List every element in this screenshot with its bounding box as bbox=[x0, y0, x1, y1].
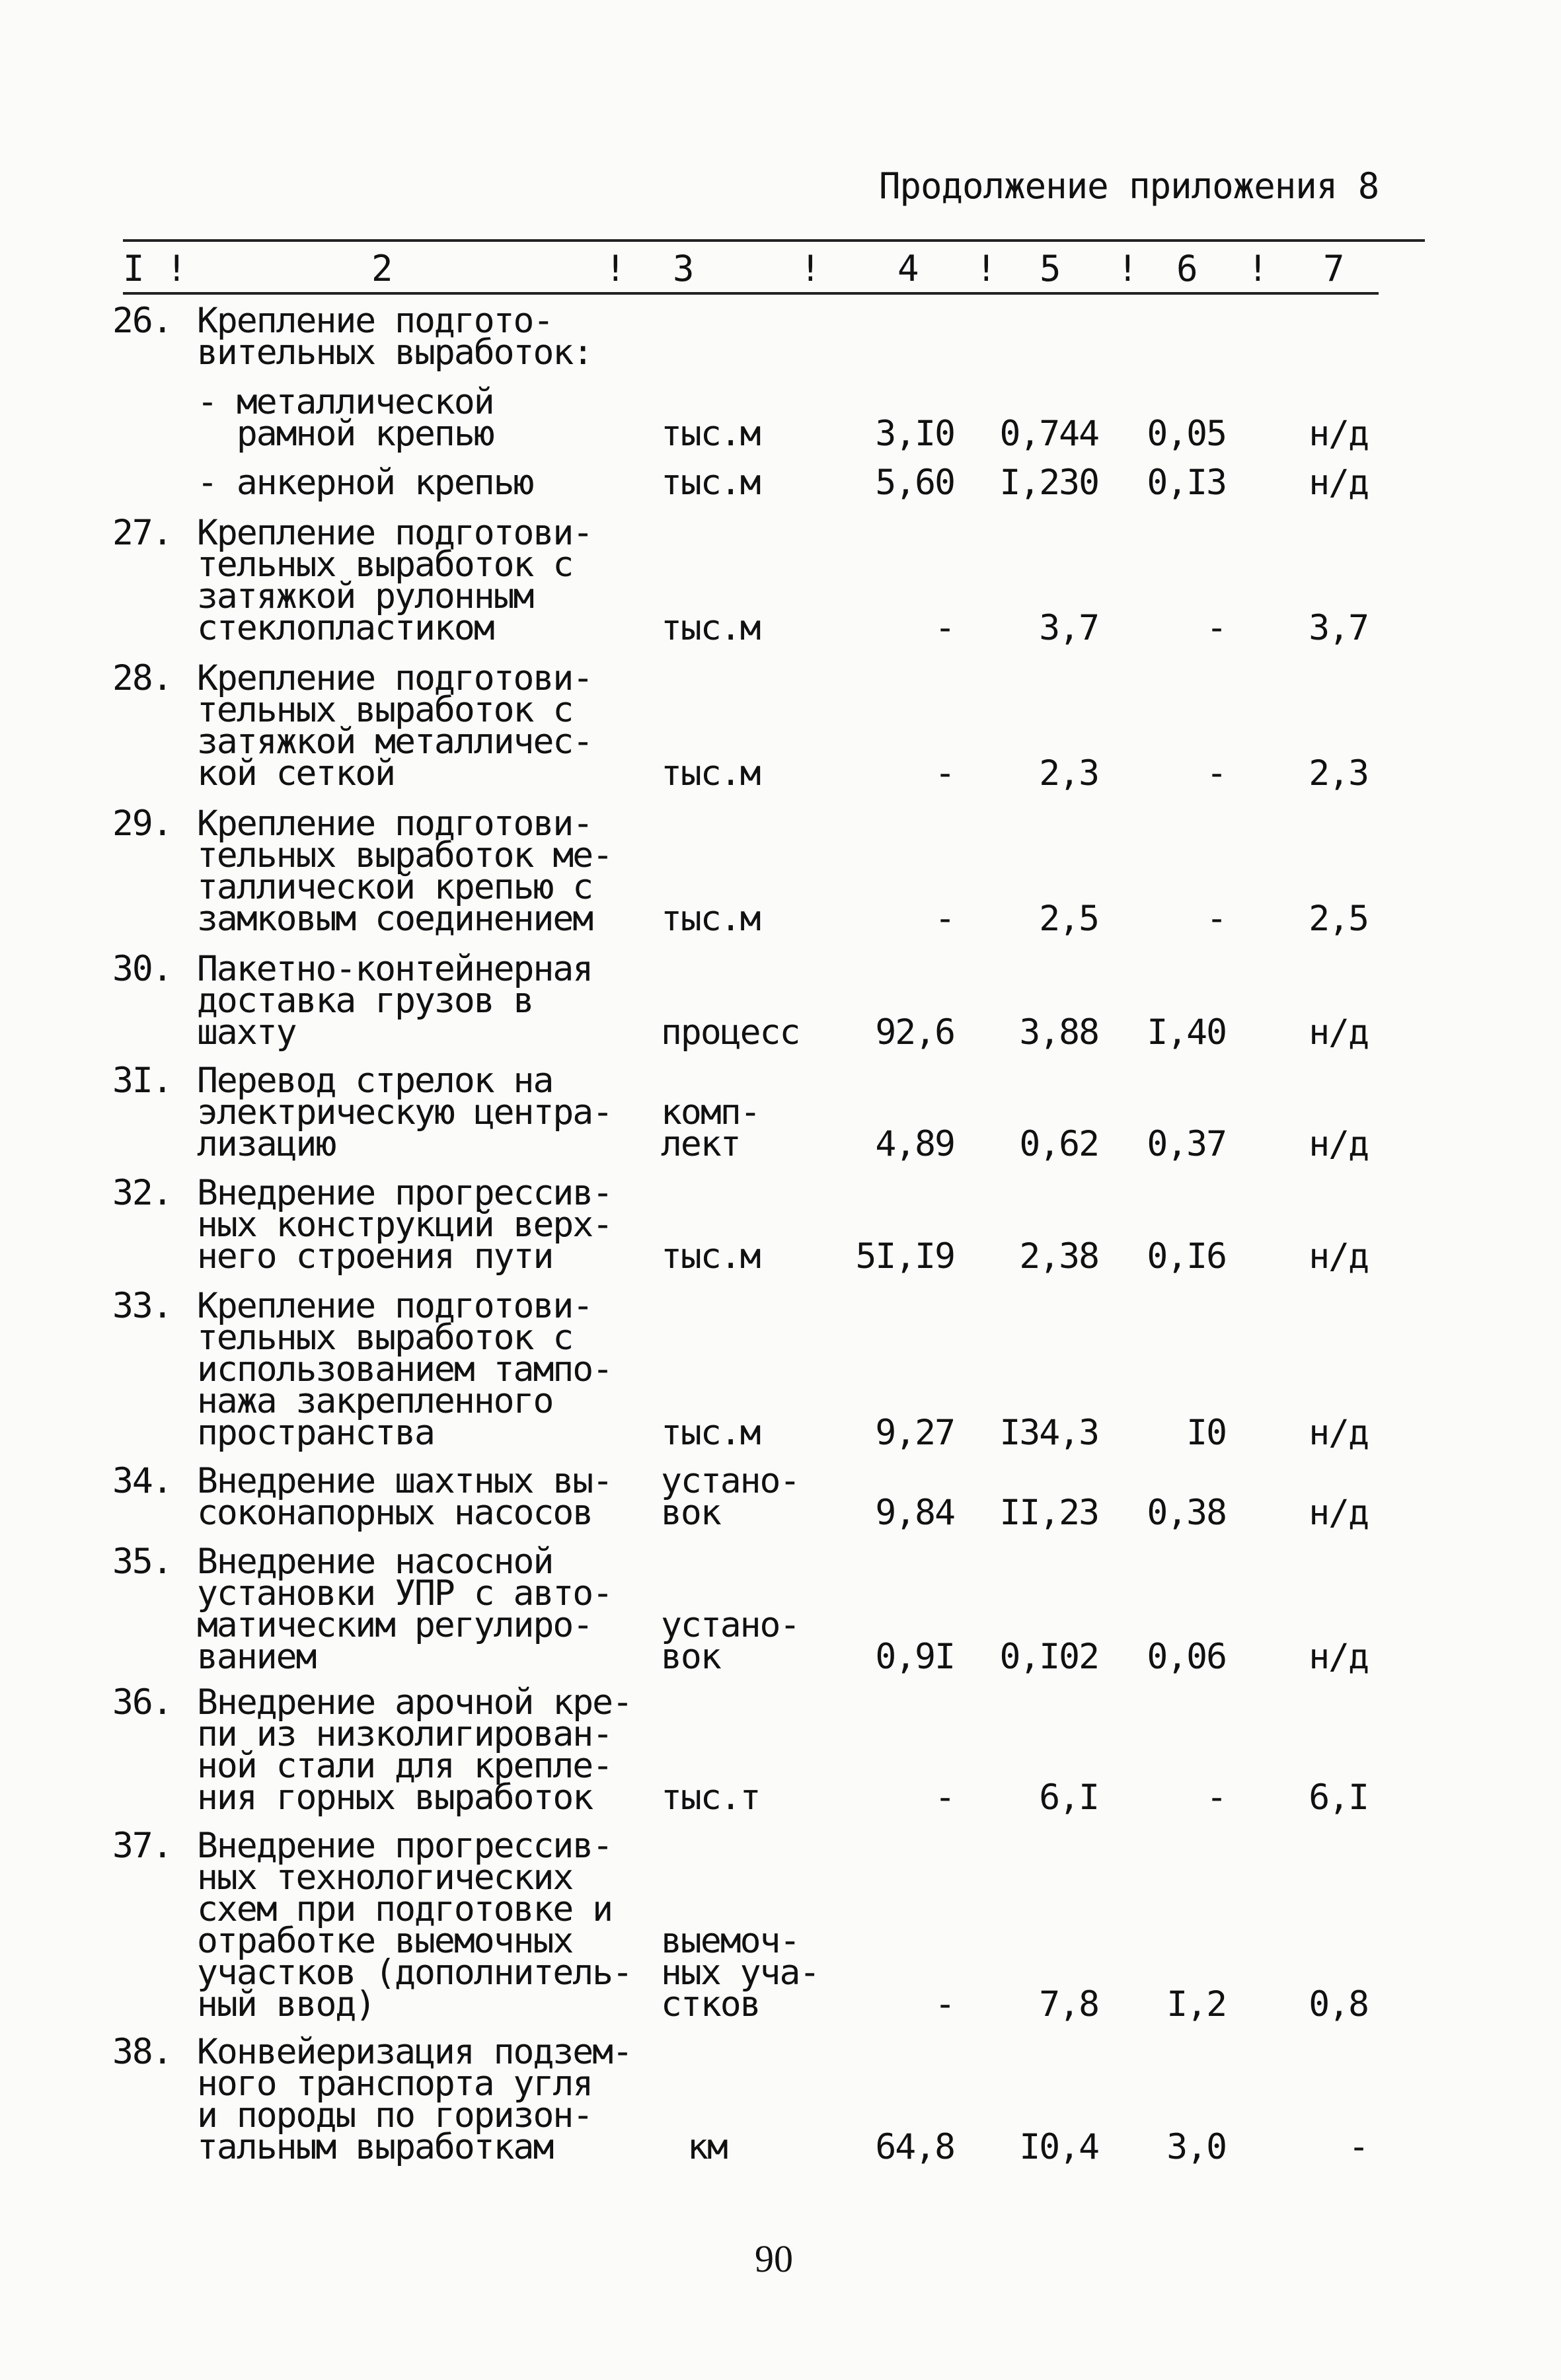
row-value-col7: 2,3 bbox=[1309, 753, 1368, 794]
row-value-col5: 0,62 bbox=[1019, 1124, 1098, 1164]
row-number: 35. bbox=[112, 1542, 172, 1582]
row-value-col6: 0,37 bbox=[1147, 1124, 1226, 1164]
row-unit: тыс.м bbox=[661, 608, 760, 648]
row-value-col6: I0 bbox=[1186, 1413, 1226, 1453]
row-value-col6: 0,05 bbox=[1147, 414, 1226, 454]
page-caption: Продолжение приложения 8 bbox=[879, 165, 1379, 207]
row-value-col6: - bbox=[1206, 753, 1226, 794]
row-value-col4: 5,60 bbox=[875, 463, 954, 503]
row-number: 28. bbox=[112, 658, 172, 698]
header-col-4: 4 bbox=[897, 248, 919, 289]
row-value-col5: I,230 bbox=[999, 463, 1098, 503]
row-unit: тыс.м bbox=[661, 753, 760, 794]
header-col-5: 5 bbox=[1040, 248, 1061, 289]
row-name: Крепление подготови- тельных выработок с затяжкой рулонным стеклопластиком bbox=[197, 513, 593, 648]
row-name: Внедрение насосной установки УПР с авто- матическим регулиро- ванием bbox=[197, 1542, 613, 1677]
row-value-col4: 92,6 bbox=[875, 1012, 954, 1053]
header-separator: ! bbox=[800, 248, 821, 289]
row-value-col6: I,40 bbox=[1147, 1012, 1226, 1053]
row-name: Крепление подгото- вительных выработок: bbox=[197, 301, 593, 373]
row-value-col5: I0,4 bbox=[1019, 2127, 1098, 2167]
header-col-7: 7 bbox=[1323, 248, 1345, 289]
row-value-col5: I34,3 bbox=[999, 1413, 1098, 1453]
row-unit: выемоч- ных уча- стков bbox=[661, 1921, 819, 2025]
row-unit: устано- вок bbox=[661, 1461, 800, 1533]
row-number: 32. bbox=[112, 1173, 172, 1213]
row-unit: процесс bbox=[661, 1012, 800, 1053]
header-separator: ! bbox=[1117, 248, 1139, 289]
row-value-col6: 0,I6 bbox=[1147, 1236, 1226, 1277]
row-unit: тыс.м bbox=[661, 463, 760, 503]
row-value-col7: н/д bbox=[1309, 1236, 1368, 1277]
row-value-col5: 2,3 bbox=[1039, 753, 1098, 794]
row-value-col7: н/д bbox=[1309, 1012, 1368, 1053]
row-value-col4: - bbox=[934, 1984, 954, 2025]
header-col-1: I ! bbox=[123, 248, 188, 289]
row-unit: тыс.м bbox=[661, 1413, 760, 1453]
row-unit: комп- лект bbox=[661, 1092, 760, 1164]
row-value-col6: - bbox=[1206, 1777, 1226, 1818]
row-number: 3I. bbox=[112, 1060, 172, 1101]
row-number: 38. bbox=[112, 2032, 172, 2072]
row-value-col6: 3,0 bbox=[1166, 2127, 1226, 2167]
row-unit: км bbox=[687, 2127, 727, 2167]
row-name: Крепление подготови- тельных выработок с использованием тампо- нажа закрепленного пространства bbox=[197, 1286, 613, 1453]
row-unit: устано- вок bbox=[661, 1605, 800, 1677]
row-name: Внедрение арочной кре- пи из низколигирован- ной стали для крепле- ния горных выработок bbox=[197, 1682, 632, 1818]
header-col-6: 6 bbox=[1176, 248, 1198, 289]
row-value-col7: 3,7 bbox=[1309, 608, 1368, 648]
row-name: Перевод стрелок на электрическую центра- лизацию bbox=[197, 1060, 613, 1164]
row-value-col7: н/д bbox=[1309, 463, 1368, 503]
table-top-rule bbox=[123, 239, 1425, 242]
row-value-col5: 7,8 bbox=[1039, 1984, 1098, 2025]
row-value-col4: 0,9I bbox=[875, 1637, 954, 1677]
row-value-col6: - bbox=[1206, 608, 1226, 648]
header-separator: ! bbox=[605, 248, 627, 289]
header-separator: ! bbox=[1247, 248, 1269, 289]
row-value-col7: н/д bbox=[1309, 1493, 1368, 1533]
row-value-col6: I,2 bbox=[1166, 1984, 1226, 2025]
row-value-col4: - bbox=[934, 1777, 954, 1818]
row-value-col6: 0,38 bbox=[1147, 1493, 1226, 1533]
row-name: Крепление подготови- тельных выработок с затяжкой металличес- кой сеткой bbox=[197, 658, 593, 794]
row-value-col6: 0,I3 bbox=[1147, 463, 1226, 503]
row-value-col4: 64,8 bbox=[875, 2127, 954, 2167]
row-value-col5: 2,38 bbox=[1019, 1236, 1098, 1277]
row-value-col4: 3,I0 bbox=[875, 414, 954, 454]
row-unit: тыс.м bbox=[661, 1236, 760, 1277]
row-number: 36. bbox=[112, 1682, 172, 1723]
row-value-col4: 4,89 bbox=[875, 1124, 954, 1164]
row-unit: тыс.м bbox=[661, 414, 760, 454]
table-header-rule bbox=[123, 292, 1379, 295]
row-name: - анкерной крепью bbox=[197, 463, 533, 503]
row-value-col5: 3,88 bbox=[1019, 1012, 1098, 1053]
row-name: - металлической рамной крепью bbox=[197, 382, 494, 454]
row-value-col7: н/д bbox=[1309, 1637, 1368, 1677]
row-number: 37. bbox=[112, 1826, 172, 1866]
row-number: 29. bbox=[112, 803, 172, 844]
header-col-2: 2 bbox=[371, 248, 393, 289]
row-value-col4: - bbox=[934, 899, 954, 939]
row-value-col5: 6,I bbox=[1039, 1777, 1098, 1818]
page-number: 90 bbox=[755, 2237, 793, 2280]
row-value-col6: - bbox=[1206, 899, 1226, 939]
row-name: Конвейеризация подзем- ного транспорта угля и породы по горизон- тальным выработкам bbox=[197, 2032, 632, 2167]
row-name: Внедрение прогрессив- ных конструкций верх- него строения пути bbox=[197, 1173, 613, 1277]
row-value-col5: 0,744 bbox=[999, 414, 1098, 454]
row-number: 30. bbox=[112, 949, 172, 989]
row-value-col7: н/д bbox=[1309, 1413, 1368, 1453]
row-value-col5: 2,5 bbox=[1039, 899, 1098, 939]
row-value-col7: - bbox=[1348, 2127, 1368, 2167]
row-value-col4: 9,84 bbox=[875, 1493, 954, 1533]
row-value-col5: 0,I02 bbox=[999, 1637, 1098, 1677]
header-col-3: 3 bbox=[673, 248, 695, 289]
row-value-col7: н/д bbox=[1309, 414, 1368, 454]
row-value-col7: 6,I bbox=[1309, 1777, 1368, 1818]
row-value-col7: 2,5 bbox=[1309, 899, 1368, 939]
row-name: Внедрение прогрессив- ных технологических схем при подготовке и отработке выемочных участков (дополнитель- ный ввод) bbox=[197, 1826, 632, 2025]
row-number: 26. bbox=[112, 301, 172, 341]
row-value-col5: II,23 bbox=[999, 1493, 1098, 1533]
row-unit: тыс.м bbox=[661, 899, 760, 939]
row-name: Крепление подготови- тельных выработок ме- таллической крепью с замковым соединением bbox=[197, 803, 613, 939]
row-value-col4: 5I,I9 bbox=[855, 1236, 954, 1277]
header-separator: ! bbox=[975, 248, 997, 289]
row-value-col5: 3,7 bbox=[1039, 608, 1098, 648]
row-unit: тыс.т bbox=[661, 1777, 760, 1818]
row-number: 33. bbox=[112, 1286, 172, 1326]
row-value-col7: 0,8 bbox=[1309, 1984, 1368, 2025]
row-value-col4: 9,27 bbox=[875, 1413, 954, 1453]
row-value-col6: 0,06 bbox=[1147, 1637, 1226, 1677]
row-value-col4: - bbox=[934, 753, 954, 794]
row-value-col7: н/д bbox=[1309, 1124, 1368, 1164]
row-value-col4: - bbox=[934, 608, 954, 648]
row-number: 27. bbox=[112, 513, 172, 553]
row-name: Внедрение шахтных вы- соконапорных насосов bbox=[197, 1461, 613, 1533]
row-number: 34. bbox=[112, 1461, 172, 1501]
row-name: Пакетно-контейнерная доставка грузов в шахту bbox=[197, 949, 593, 1053]
